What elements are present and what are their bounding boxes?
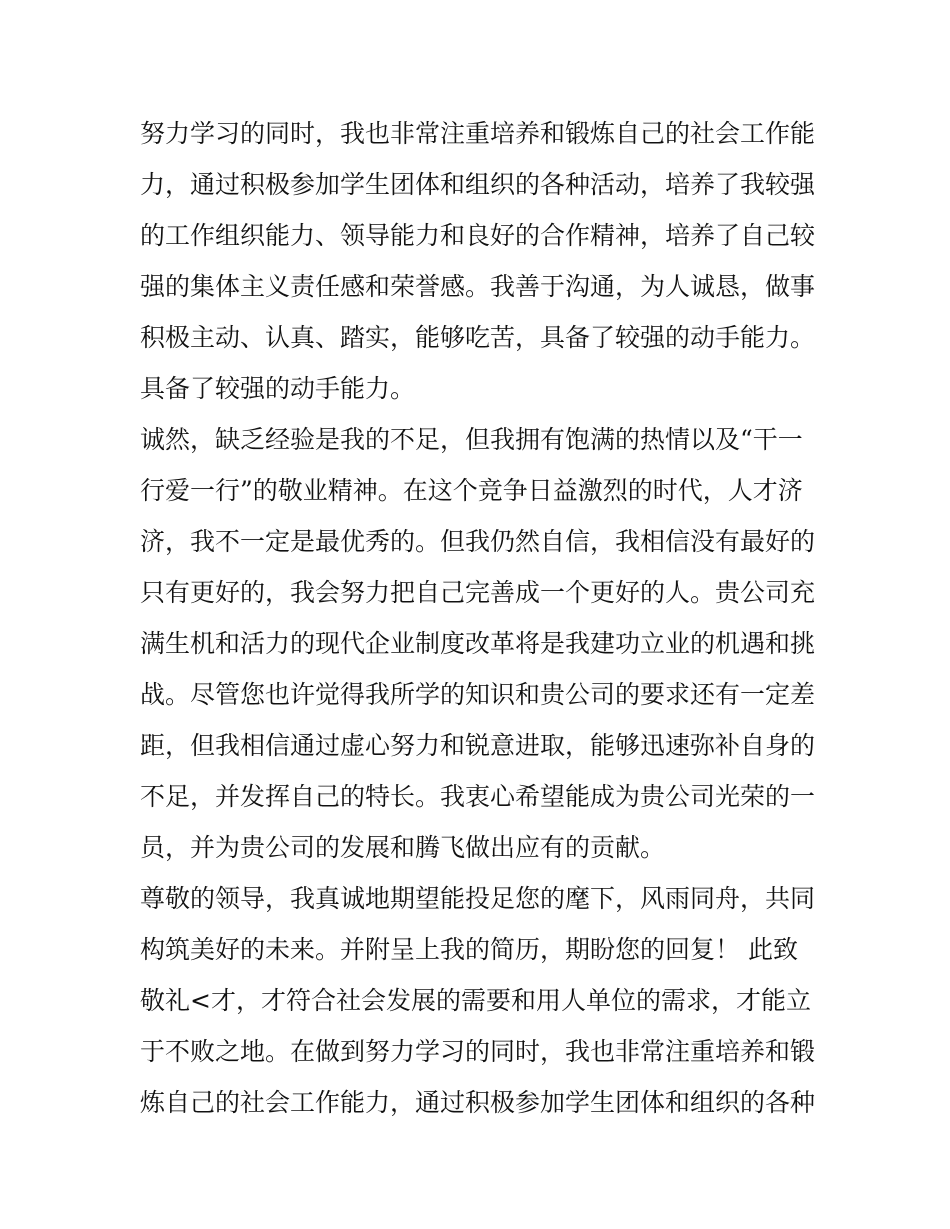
text-line-5: 积极主动、认真、踏实，能够吃苦，具备了较强的动手能力。 [140, 323, 816, 352]
text-line-3: 的工作组织能力、领导能力和良好的合作精神，培养了自己较 [140, 221, 816, 250]
text-line-9: 济，我不一定是最优秀的。但我仍然自信，我相信没有最好的 [140, 527, 816, 556]
text-line-14: 不足，并发挥自己的特长。我衷心希望能成为贵公司光荣的一 [140, 782, 816, 811]
text-line-17: 构筑美好的未来。并附呈上我的简历，期盼您的回复！ 此致 [140, 935, 798, 964]
text-line-18: 敬礼<才，才符合社会发展的需要和用人单位的需求，才能立 [140, 986, 811, 1015]
text-line-6: 具备了较强的动手能力。 [140, 374, 416, 403]
text-line-16: 尊敬的领导，我真诚地期望能投足您的麾下，风雨同舟，共同 [140, 884, 816, 913]
text-line-13: 距，但我相信通过虚心努力和锐意进取，能够迅速弥补自身的 [140, 731, 816, 760]
text-line-7: 诚然，缺乏经验是我的不足，但我拥有饱满的热情以及“干一 [140, 425, 803, 454]
text-line-10: 只有更好的，我会努力把自己完善成一个更好的人。贵公司充 [140, 578, 816, 607]
text-line-15: 员，并为贵公司的发展和腾飞做出应有的贡献。 [140, 833, 666, 862]
text-line-12: 战。尽管您也许觉得我所学的知识和贵公司的要求还有一定差 [140, 680, 816, 709]
text-line-2: 力，通过积极参加学生团体和组织的各种活动，培养了我较强 [140, 170, 816, 199]
document-body [140, 108, 820, 1128]
text-line-11: 满生机和活力的现代企业制度改革将是我建功立业的机遇和挑 [140, 629, 816, 658]
text-line-1: 努力学习的同时，我也非常注重培养和锻炼自己的社会工作能 [140, 119, 816, 148]
text-line-8: 行爱一行”的敬业精神。在这个竞争日益激烈的时代，人才济 [140, 476, 803, 505]
text-line-4: 强的集体主义责任感和荣誉感。我善于沟通，为人诚恳，做事 [140, 272, 816, 301]
text-line-20: 炼自己的社会工作能力，通过积极参加学生团体和组织的各种 [140, 1088, 816, 1117]
text-line-19: 于不败之地。在做到努力学习的同时，我也非常注重培养和锻 [140, 1037, 816, 1066]
